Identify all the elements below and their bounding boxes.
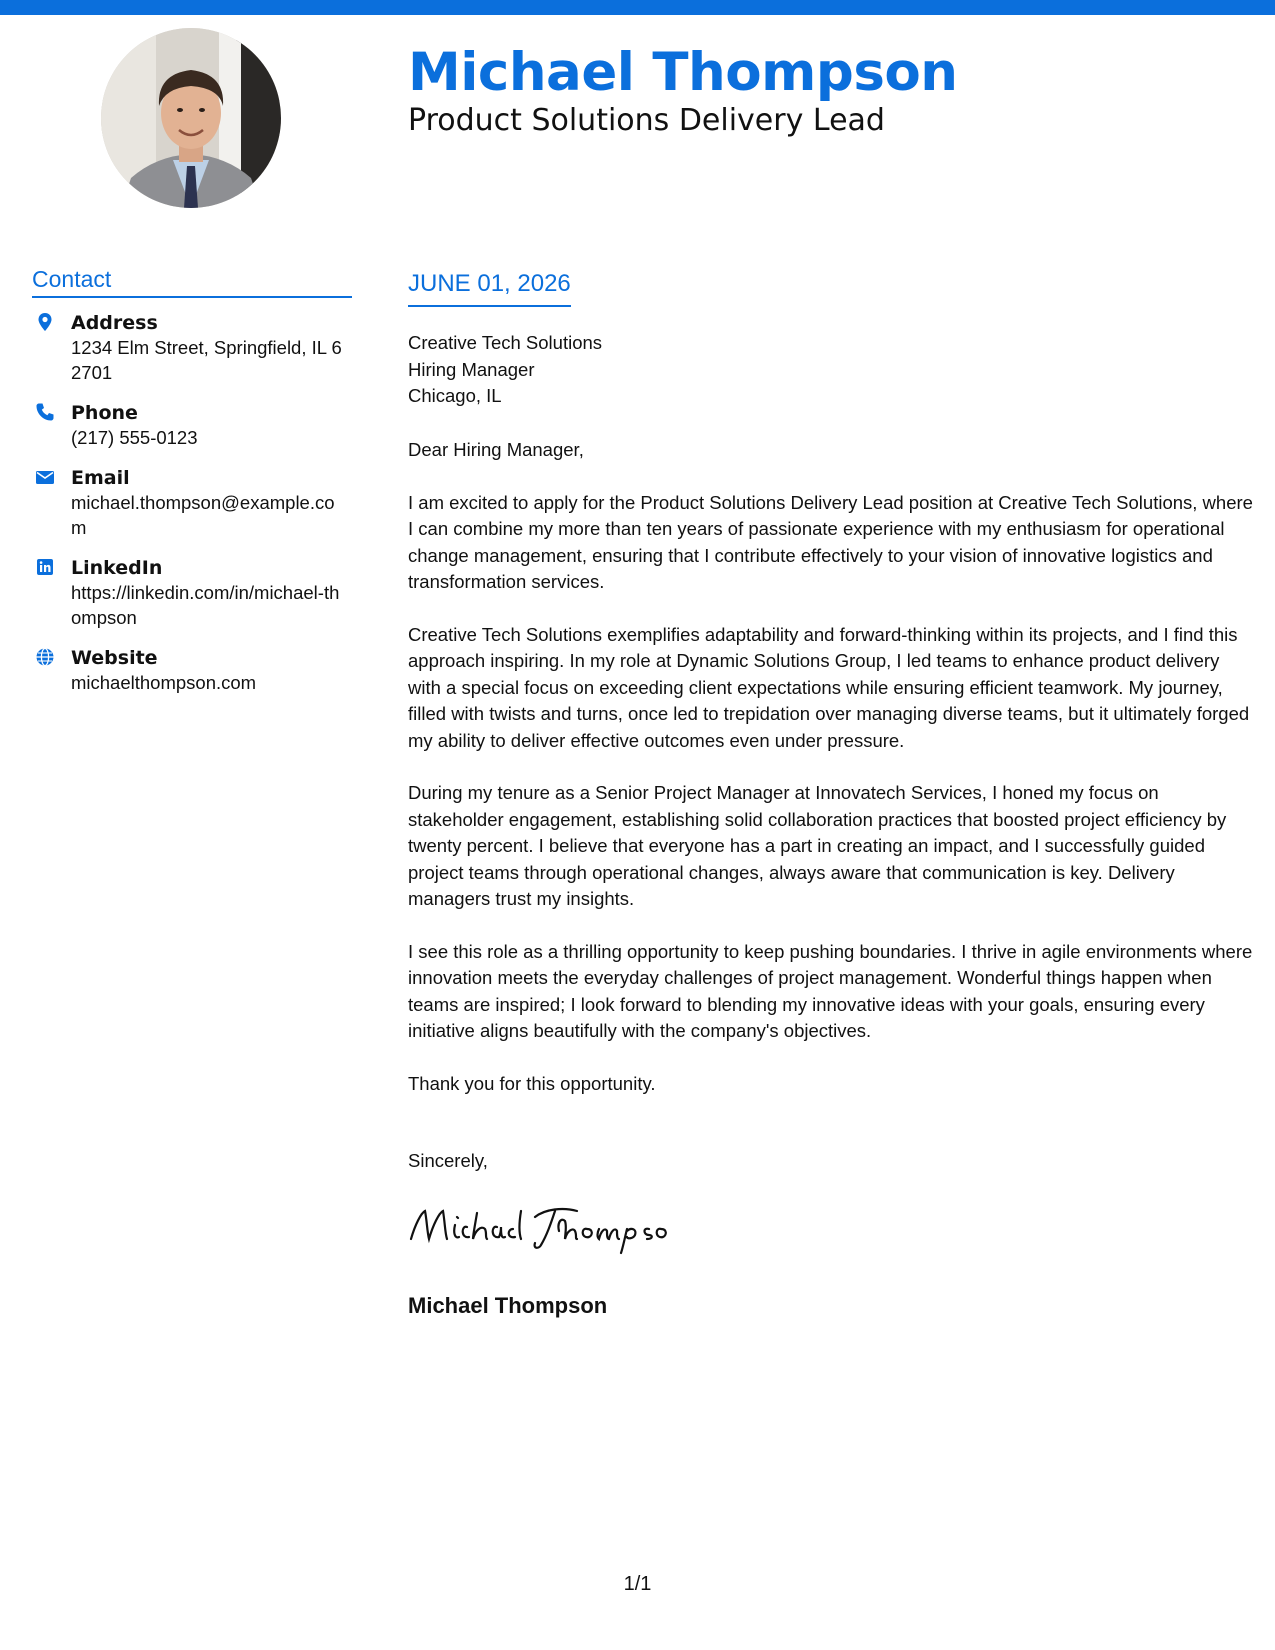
letter-paragraph: I see this role as a thrilling opportunity to keep pushing boundaries. I thrive in agile environments where innovation meets the everyday challenges of project management. Wonderful things happen when teams are inspired; I look forward to blending my innovative ideas with your goals, ensuring every initiative aligns beautifully with the company's objectives. (408, 940, 1253, 1041)
contact-value[interactable]: https://linkedin.com/in/michael-thompson (71, 582, 340, 628)
email-icon (35, 467, 55, 487)
contact-value: 1234 Elm Street, Springfield, IL 62701 (71, 337, 342, 383)
letter-body (408, 437, 1253, 1123)
contact-label: LinkedIn (71, 557, 163, 579)
globe-icon (35, 647, 55, 667)
closing: Sincerely, (408, 1150, 488, 1171)
letter-paragraph: During my tenure as a Senior Project Manager at Innovatech Services, I honed my focus on stakeholder engagement, establishing solid collaboration practices that boosted project efficiency by twenty percent. I believe that everyone has a part in creating an impact, and I successfully guided project teams through operational changes, always aware that communication is key. Delivery managers trust my insights. (408, 782, 1227, 909)
candidate-title: Product Solutions Delivery Lead (408, 103, 885, 138)
phone-icon (35, 402, 55, 422)
profile-photo (101, 28, 281, 208)
letter-paragraph: I am excited to apply for the Product Solutions Delivery Lead position at Creative Tech Solutions, where I can combine my more than ten years of passionate experience with my enthusiasm for operational change management, ensuring that I contribute effectively to your vision of innovative logistics and transformation services. (408, 491, 1253, 592)
letter-paragraph: Thank you for this opportunity. (408, 1072, 656, 1094)
contact-item-phone (32, 401, 352, 450)
contact-value: (217) 555-0123 (71, 427, 198, 448)
recipient-location: Chicago, IL (408, 385, 502, 406)
candidate-name: Michael Thompson (408, 42, 958, 103)
contact-label: Address (71, 312, 158, 334)
contact-heading: Contact (32, 266, 352, 298)
contact-label: Email (71, 467, 130, 489)
contact-item-linkedin (32, 556, 352, 630)
recipient-company: Creative Tech Solutions (408, 332, 603, 353)
letter-paragraph: Creative Tech Solutions exemplifies adaptability and forward-thinking within its projects, and I find this approach inspiring. In my role at Dynamic Solutions Group, I led teams to enhance product delivery with a special focus on exceeding client expectations while ensuring efficient teamwork. My journey, filled with twists and turns, once led to trepidation over managing diverse teams, but it ultimately forged my ability to deliver effective outcomes even under pressure. (408, 623, 1250, 751)
location-pin-icon (35, 312, 55, 332)
contact-label: Website (71, 647, 158, 669)
contact-item-address (32, 311, 352, 385)
salutation: Dear Hiring Manager, (408, 439, 584, 460)
contact-value[interactable]: michaelthompson.com (71, 672, 257, 693)
signature-image (405, 1195, 675, 1255)
top-accent-bar (0, 0, 1275, 15)
contact-item-email (32, 466, 352, 540)
page-number: 1/1 (623, 1573, 652, 1595)
recipient-block (408, 330, 602, 410)
signer-name: Michael Thompson (408, 1293, 608, 1318)
contact-list (32, 311, 352, 711)
letter-date: JUNE 01, 2026 (408, 270, 571, 307)
recipient-person: Hiring Manager (408, 358, 535, 380)
contact-label: Phone (71, 402, 138, 424)
linkedin-icon (35, 557, 55, 577)
contact-value[interactable]: michael.thompson@example.com (71, 492, 335, 538)
contact-item-website (32, 646, 352, 695)
